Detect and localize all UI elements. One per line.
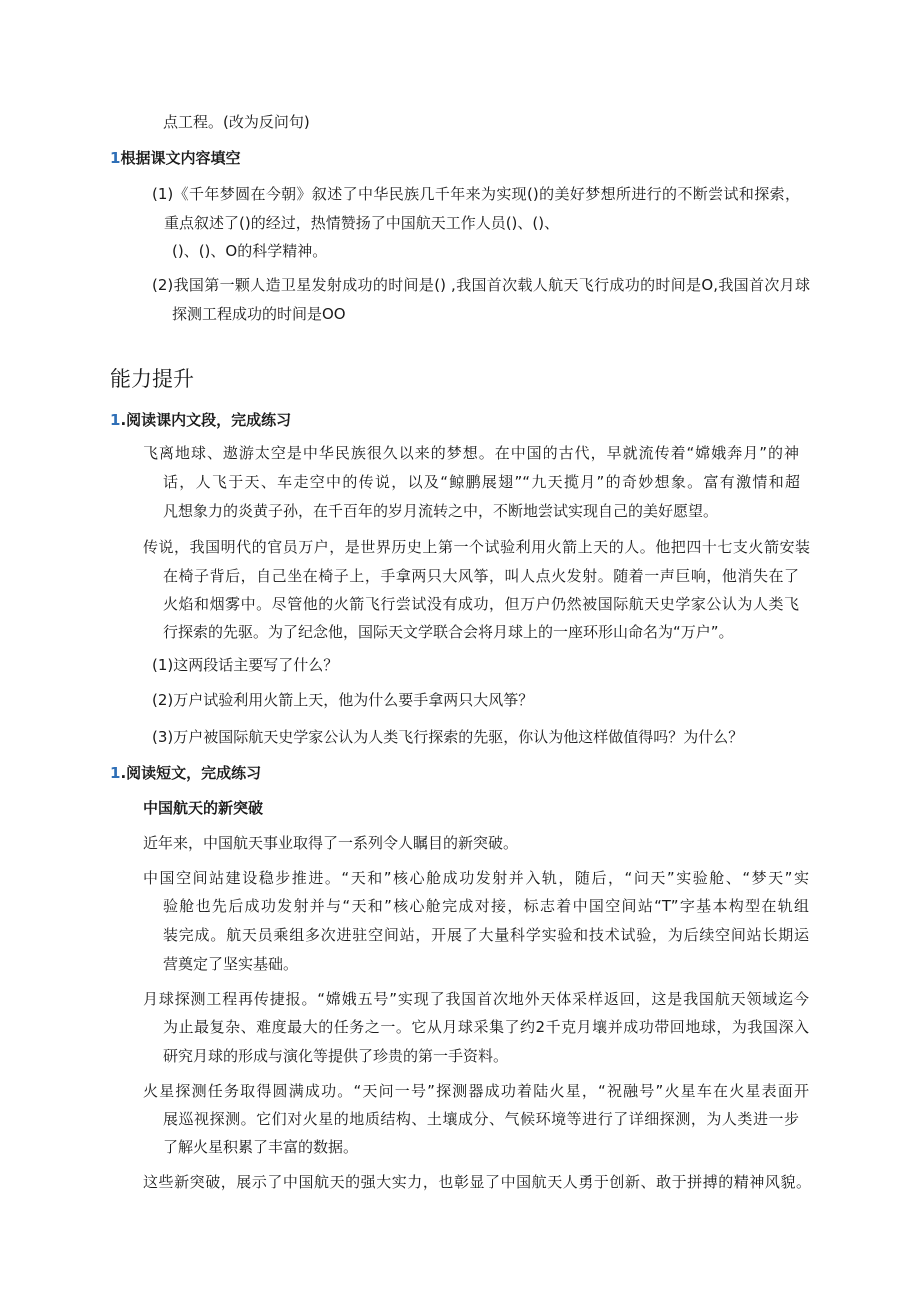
article-para4-line1: 火星探测任务取得圆满成功。“天问一号”探测器成功着陆火星，“祝融号”火星车在火星表面开 — [143, 1082, 809, 1100]
reading1-question-2: (2)万户试验利用火箭上天，他为什么要手拿两只大风筝？ — [152, 691, 534, 709]
reading1-para1-line3: 凡想象力的炎黄子孙，在千百年的岁月流转之中，不断地尝试实现自己的美好愿望。 — [163, 502, 719, 520]
reading1-para2-line2: 在椅子背后，自己坐在椅子上，手拿两只大风筝，叫人点火发射。随着一声巨响，他消失在了 — [163, 567, 799, 585]
reading1-para2-line3: 火焰和烟雾中。尽管他的火箭飞行尝试没有成功，但万户仍然被国际航天史学家公认为人类飞 — [163, 595, 799, 613]
article-para2-line3: 装完成。航天员乘组多次进驻空间站，开展了大量科学实验和技术试验，为后续空间站长期运 — [163, 926, 809, 944]
reading1-para1-line1: 飞离地球、遨游太空是中华民族很久以来的梦想。在中国的古代，早就流传着“嫦娥奔月”的神 — [143, 444, 799, 462]
article-para3-line1: 月球探测工程再传捷报。“嫦娥五号”实现了我国首次地外天体采样返回，这是我国航天领域迄今 — [143, 990, 809, 1008]
reading1-number: 1 — [110, 411, 121, 429]
reading2-heading — [110, 763, 261, 783]
reading2-number: 1 — [110, 764, 121, 782]
article-title: 中国航天的新突破 — [143, 799, 264, 817]
top-continuation-line: 点工程。(改为反问句) — [163, 113, 310, 131]
article-para2-line2: 验舱也先后成功发射并与“天和”核心舱完成对接，标志着中国空间站“T”字基本构型在轨组 — [163, 897, 809, 915]
reading1-para2-line1: 传说，我国明代的官员万户，是世界历史上第一个试验利用火箭上天的人。他把四十七支火箭安装 — [143, 538, 810, 556]
reading1-title: .阅读课内文段，完成练习 — [120, 411, 292, 429]
article-para1: 近年来，中国航天事业取得了一系列令人瞩目的新突破。 — [143, 834, 519, 852]
reading2-title: .阅读短文，完成练习 — [120, 764, 262, 782]
fill-item-1-line-2: 重点叙述了()的经过，热情赞扬了中国航天工作人员()、()、 — [164, 214, 560, 232]
article-para2-line4: 营奠定了坚实基础。 — [163, 955, 299, 973]
article-para2-line1: 中国空间站建设稳步推进。“天和”核心舱成功发射并入轨，随后，“问天”实验舱、“梦天”实 — [143, 869, 809, 887]
reading1-heading — [110, 410, 291, 430]
section-title: 根据课文内容填空 — [120, 149, 241, 167]
article-para4-line3: 了解火星积累了丰富的数据。 — [163, 1138, 359, 1156]
reading1-para1-line2: 话，人飞于天、车走空中的传说，以及“鲸鹏展翅”“九天揽月”的奇妙想象。富有激情和超 — [163, 473, 800, 491]
fill-item-2-line-2: 探测工程成功的时间是OO — [172, 305, 346, 323]
article-para5: 这些新突破，展示了中国航天的强大实力，也彰显了中国航天人勇于创新、敢于拼搏的精神风貌。 — [143, 1173, 811, 1191]
fill-item-1-line-1: (1)《千年梦圆在今朝》叙述了中华民族几千年来为实现()的美好梦想所进行的不断尝试和探索， — [152, 185, 800, 203]
fill-item-2-line-1: (2)我国第一颗人造卫星发射成功的时间是() ,我国首次载人航天飞行成功的时间是O,我国首次月球 — [152, 276, 810, 294]
reading1-question-3: (3)万户被国际航天史学家公认为人类飞行探索的先驱，你认为他这样做值得吗？为什么？ — [152, 728, 744, 746]
reading1-question-1: (1)这两段话主要写了什么？ — [152, 656, 339, 674]
article-para3-line2: 为止最复杂、难度最大的任务之一。它从月球采集了约2千克月壤并成功带回地球，为我国深入 — [163, 1018, 809, 1036]
section-fill-heading — [110, 148, 240, 168]
fill-item-1-line-3: ()、()、O的科学精神。 — [172, 242, 328, 260]
reading1-para2-line4: 行探索的先驱。为了纪念他，国际天文学联合会将月球上的一座环形山命名为“万户”。 — [163, 623, 734, 641]
article-para4-line2: 展巡视探测。它们对火星的地质结构、土壤成分、气候环境等进行了详细探测，为人类进一步 — [163, 1110, 799, 1128]
section-number: 1 — [110, 149, 121, 167]
ability-heading: 能力提升 — [110, 367, 194, 391]
article-para3-line3: 研究月球的形成与演化等提供了珍贵的第一手资料。 — [163, 1047, 509, 1065]
